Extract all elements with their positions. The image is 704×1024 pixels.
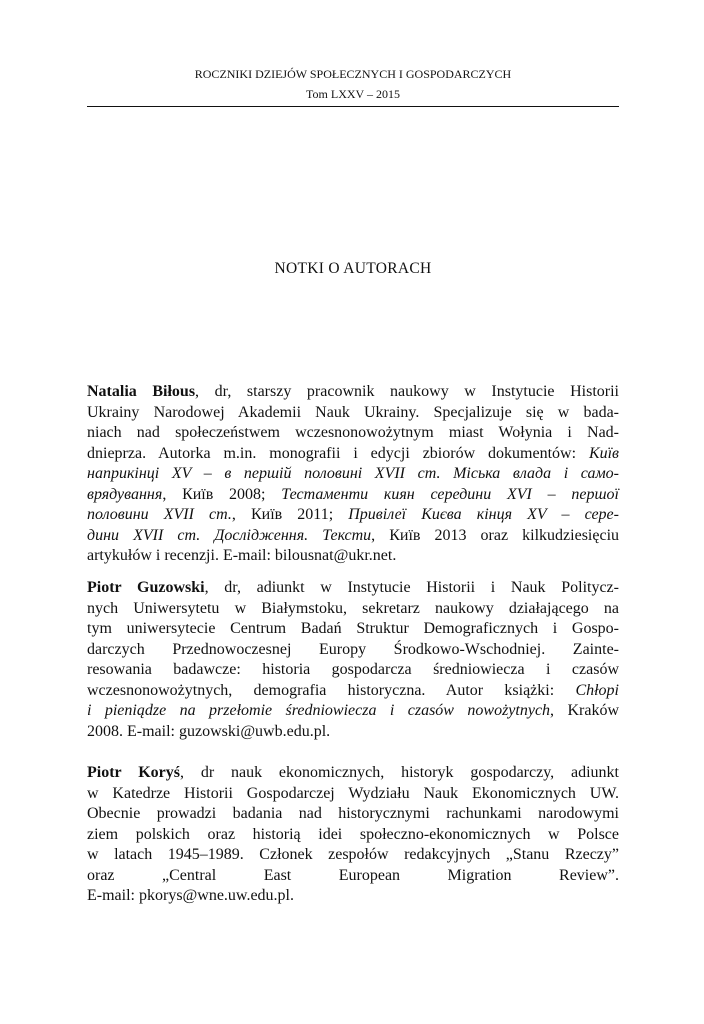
bio-text: , dr nauk ekonomicznych, historyk gospodarczy, adiunkt [179, 764, 620, 781]
bio-line [87, 763, 619, 784]
author-bio-piotr-korys [87, 763, 619, 907]
italic-title: половини XVII ст. [87, 506, 232, 523]
bio-line [87, 526, 619, 547]
bio-line [87, 660, 619, 681]
bio-line [87, 845, 619, 866]
bio-text: dnieprza. Autorka m.in. monografii i edycji zbiorów dokumentów: [87, 444, 589, 462]
bio-line [87, 546, 619, 567]
bio-text: 2008. E-mail: guzowski@uwb.edu.pl. [87, 722, 331, 740]
italic-title: дини XVII ст. Дослідження. Тексти [87, 526, 372, 544]
bio-text: Obecnie prowadzi badania nad historycznymi rachunkami narodowymi [87, 805, 619, 822]
bio-text: artykułów i recenzji. E-mail: bilousnat@ukr.net. [87, 547, 397, 564]
bio-text: ziem polskich oraz historią idei społeczno-ekonomicznych w Polsce [87, 825, 619, 843]
bio-line [87, 485, 619, 506]
bio-text: E-mail: pkorys@wne.uw.edu.pl. [87, 887, 294, 904]
bio-line [87, 382, 619, 403]
bio-line [87, 866, 619, 887]
bio-text: , Київ 2013 oraz kilkudziesięciu [371, 526, 620, 544]
bio-line [87, 886, 619, 907]
journal-title: ROCZNIKI DZIEJÓW SPOŁECZNYCH I GOSPODARCZYCH [194, 67, 512, 81]
bio-text: w Katedrze Historii Gospodarczej Wydziału Nauk Ekonomicznych UW. [87, 784, 619, 802]
author-name: Piotr Guzowski [87, 579, 205, 596]
italic-title: Привілеї Києва кінця XV – сере- [348, 506, 619, 523]
bio-text: niach nad społeczeństwem wczesnonowożytnym miast Wołynia i Nad- [87, 424, 619, 441]
bio-text: tym uniwersytecie Centrum Badań Struktur Demograficznych i Gospo- [87, 620, 619, 637]
bio-text: darczych Przednowoczesnej Europy Środkowo-Wschodniej. Zainte- [87, 640, 619, 658]
italic-title: i pieniądze na przełomie średniowiecza i czasów nowożytnych [87, 702, 551, 719]
bio-line [87, 464, 619, 485]
bio-line [87, 722, 619, 743]
bio-text: , Kraków [550, 702, 619, 719]
bio-text: nych Uniwersytetu w Białymstoku, sekretarz naukowy działającego na [87, 599, 619, 617]
italic-title: Chłopi [575, 681, 619, 699]
italic-title: Київ [588, 444, 619, 462]
italic-title: врядування [87, 485, 163, 503]
bio-line [87, 681, 619, 702]
bio-text: , dr, adiunkt w Instytucie Historii i Nauk Politycz- [204, 579, 619, 596]
bio-text: wczesnonowożytnych, demografia historyczna. Autor książki: [87, 681, 576, 699]
bio-line [87, 825, 619, 846]
author-bio-piotr-guzowski [87, 578, 619, 742]
bio-text: , Київ 2011; [231, 506, 349, 523]
bio-line [87, 701, 619, 722]
bio-line [87, 505, 619, 526]
bio-text: , Київ 2008; [162, 485, 282, 503]
italic-title: Тестаменти киян середини XVI – першої [281, 485, 619, 503]
author-name: Piotr Koryś [87, 764, 180, 781]
italic-title: наприкінці XV – в першій половині XVII ст. Міська влада і само- [87, 465, 619, 482]
bio-text: Ukrainy Narodowej Akademii Nauk Ukrainy. Specjalizuje się w bada- [87, 403, 619, 421]
bio-text: , dr, starszy pracownik naukowy w Instytucie Historii [195, 383, 619, 400]
running-head [87, 64, 619, 104]
volume-info: Tom LXXV – 2015 [306, 87, 400, 101]
bio-line [87, 619, 619, 640]
bio-text: oraz „Central East European Migration Review”. [87, 866, 619, 884]
author-name: Natalia Biłous [87, 383, 196, 400]
bio-line [87, 403, 619, 424]
bio-line [87, 578, 619, 599]
bio-line [87, 640, 619, 661]
section-title: NOTKI O AUTORACH [274, 260, 432, 277]
bio-text: resowania badawcze: historia gospodarcza średniowiecza i czasów [87, 661, 619, 678]
bio-text: w latach 1945–1989. Członek zespołów redakcyjnych „Stanu Rzeczy” [87, 846, 619, 863]
bio-line [87, 444, 619, 465]
bio-line [87, 784, 619, 805]
bio-line [87, 599, 619, 620]
author-bio-natalia-bilous [87, 382, 619, 567]
bio-line [87, 423, 619, 444]
bio-line [87, 804, 619, 825]
header-rule [87, 106, 619, 107]
